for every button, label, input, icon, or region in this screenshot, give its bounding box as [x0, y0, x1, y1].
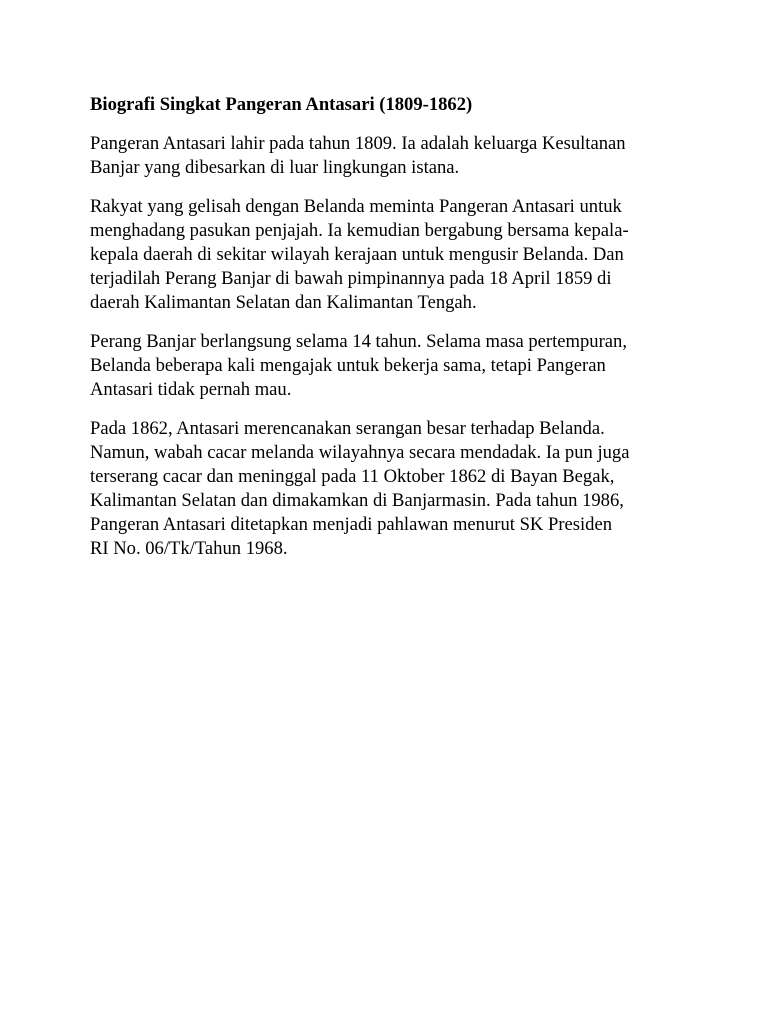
paragraph-line: Namun, wabah cacar melanda wilayahnya secara mendadak. Ia pun juga: [90, 442, 630, 463]
paragraph-line: Pangeran Antasari lahir pada tahun 1809. Ia adalah keluarga Kesultanan: [90, 133, 626, 154]
paragraph-2: [90, 195, 690, 315]
paragraph-line: menghadang pasukan penjajah. Ia kemudian bergabung bersama kepala-: [90, 220, 629, 241]
paragraph-line: Pangeran Antasari ditetapkan menjadi pahlawan menurut SK Presiden: [90, 514, 613, 535]
paragraph-line: Antasari tidak pernah mau.: [90, 379, 292, 400]
document-title: Biografi Singkat Pangeran Antasari (1809-1862): [90, 94, 473, 115]
paragraph-1: [90, 132, 690, 180]
document-body: [90, 93, 690, 576]
paragraph-line: Belanda beberapa kali mengajak untuk bekerja sama, tetapi Pangeran: [90, 355, 606, 376]
paragraph-line: kepala daerah di sekitar wilayah kerajaan untuk mengusir Belanda. Dan: [90, 244, 624, 265]
paragraph-line: terjadilah Perang Banjar di bawah pimpinannya pada 18 April 1859 di: [90, 268, 612, 289]
paragraph-line: Rakyat yang gelisah dengan Belanda meminta Pangeran Antasari untuk: [90, 196, 622, 217]
paragraph-line: daerah Kalimantan Selatan dan Kalimantan Tengah.: [90, 292, 477, 313]
paragraph-4: [90, 417, 690, 561]
paragraph-line: terserang cacar dan meninggal pada 11 Oktober 1862 di Bayan Begak,: [90, 466, 615, 487]
paragraph-line: Pada 1862, Antasari merencanakan serangan besar terhadap Belanda.: [90, 418, 605, 439]
paragraph-line: RI No. 06/Tk/Tahun 1968.: [90, 538, 288, 559]
paragraph-line: Banjar yang dibesarkan di luar lingkungan istana.: [90, 157, 460, 178]
paragraph-line: Perang Banjar berlangsung selama 14 tahun. Selama masa pertempuran,: [90, 331, 627, 352]
paragraph-3: [90, 330, 690, 402]
paragraph-line: Kalimantan Selatan dan dimakamkan di Banjarmasin. Pada tahun 1986,: [90, 490, 624, 511]
